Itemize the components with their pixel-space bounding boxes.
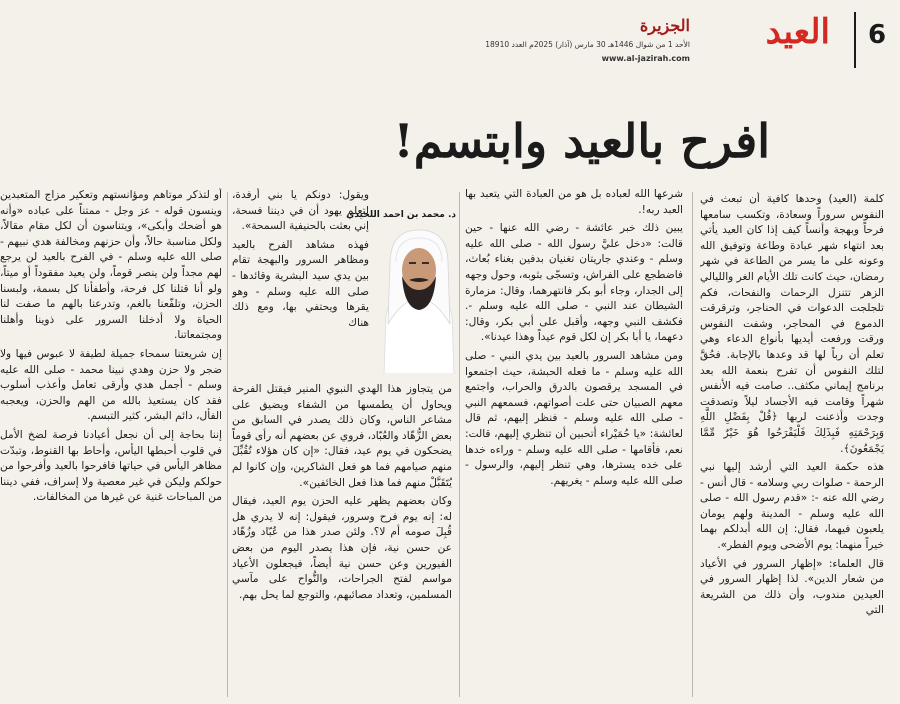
article-column-3 — [232, 382, 452, 697]
author-name: د. محمد بن احمد اللحيدي — [346, 210, 456, 220]
paragraph: كلمة (العيد) وحدها كافية أن تبعث في النفوس سروراً وسعادة، وتكسب سامعها فرحاً وبهجة وأنساً كيف إذا كان العيد يأتي بعد انتهاء شهر عبادة وطاعة وتوفيق الله وعونه على ما يسر من الطاعة في شهر رمضان، حيث كانت تلك الأيام الغر والليالي الزهر تتنزل الرحمات والنفحات، فكم تلجلجت الدعوات في الحناجر، وترقرقت الدموع في المحاجر، وشفت النفوس ورقت ورفعت أيديها بأنواع الدعاء وهي تعلم أن رباً لها قد وعدها بالإجابة. فحُقَّ لتلك النفوس أن تفرح بنعمة الله بعد برنامج إيماني مكثف.. صامت فيه الأنفس شهراً وقامت فيه الأجساد ليلاً وتصدقت وجدت وأذعنت لربها ﴿قُلْ بِفَضْلِ اللَّهِ وَبِرَحْمَتِهِ فَبِذَلِكَ فَلْيَفْرَحُوا هُوَ خَيْرٌ مِّمَّا يَجْمَعُونَ﴾. — [700, 193, 884, 455]
paragraph: إن شريعتنا سمحاء جميلة لطيفة لا عبوس فيها ولا ضجر ولا حزن وهدي نبينا محمد - صلى الله عليه وسلم - أجمل هدي وأرقى تعامل وأعذب أسلوب فقد كان يستعيذ بالله من الهم والحزن، ويعجبه الفأل، دائم البشر، كثير التبسم. — [0, 347, 222, 423]
paragraph: فهذه مشاهد الفرح بالعيد ومظاهر السرور والبهجة تقام بين يدي سيد البشرية وقائدها - صلى الله عليه وسلم - وهو يقرها ويحتفي بها، ومع ذلك هناك — [232, 238, 369, 329]
paragraph: شرعها الله لعباده بل هو من العبادة التي يتعبد بها العبد ربه!. — [465, 188, 683, 216]
paragraph: إننا بحاجة إلى أن نجعل أعيادنا فرصة لضخ الأمل في قلوب أحبطها اليأس، وأحاط بها القنوط، وتبدّت مظاهر اليأس في حياتها فافرحوا بالعيد وأفرحوا من حولكم وليكن في غير معصية ولا إسراف، ففي ديننا من المباحات غنية عن غيرها من المخالفات. — [0, 428, 222, 504]
article-column-5 — [0, 188, 222, 697]
masthead — [0, 0, 900, 78]
author-photo — [380, 224, 458, 374]
paragraph: من يتجاوز هذا الهدي النبوي المنير فيقتل الفرحة ويحاول أن يطمسها من الشفاء ويضيق على مشاعر الناس، وكان ذلك يصدر في السابق من بعض الزُّهّاد والعُبّاد، فروي عن بعضهم أنه رأى قوماً يضحكون في يوم عيد، فقال: «إن كان هؤلاء تُقُبِّلَ منهم صيامهم فما هو فعل الشاكرين، وإن كانوا لم يُتَقَبَّلْ منهم فما هذا فعل الخائفين». — [232, 383, 452, 489]
paragraph: يبين ذلك خبر عائشة - رضي الله عنها - حين قالت: «دخل عليَّ رسول الله - صلى الله عليه وسلم - وعندي جاريتان تغنيان بدفين بغناء بُعاث، فاضطجع على الفراش، وتسجّى بثوبه، وحول وجهه إلى الجدار، وجاء أبو بكر فانتهرهما، وقال: مزمارة الشيطان عند النبي - صلى الله عليه وسلم -. فكشف النبي وجهه، وأقبل على أبي بكر، وقال: دعهما، يا أبا بكر إن لكل قوم عيداً وهذا عيدنا». — [465, 222, 683, 344]
newspaper-logo — [565, 16, 690, 38]
paragraph: قال العلماء: «إظهار السرور في الأعياد من شعار الدين». لذا إظهار السرور في العيدين مندوب، وأن ذلك من الشريعة التي — [700, 557, 884, 617]
article-headline: افرح بالعيد وابتسم! — [393, 114, 770, 168]
paragraph: وكان بعضهم يظهر عليه الحزن يوم العيد، فيقال له: إنه يوم فرح وسرور، فيقول: إنه لا يدري هل قُبِلَ صومه أم لا؟. ولئن صدر هذا من عُبّاد وزُهّاد عن حسن نية، فإن هذا يصدر اليوم من بعض الفيورين وعن حسن نية أيضاً، فيجعلون الأعياد مواسم لفتح الجراحات، والنُّواح على مآسي المسلمين، وتعداد مصائبهم، والتوجع لما يحل بهم. — [232, 495, 452, 601]
website-url: www.al-jazirah.com — [601, 54, 690, 63]
article-column-4 — [232, 188, 369, 370]
paragraph: ومن مشاهد السرور بالعيد بين يدي النبي - صلى الله عليه وسلم - ما فعله الحبشة، حيث اجتمعوا في المسجد يرقصون بالدرق والحراب، واجتمع معهم الصبيان حتى علت أصواتهم، فسمعهم النبي - صلى الله عليه وسلم - فنظر إليهم، ثم قال لعائشة: «يا حُمَيْراء أتحبين أن تنظري إليهم، قالت: نعم، فأقامها - صلى الله عليه وسلم - وراءه خدها على خده يسترها، وهي تنظر إليهم، والرسول - صلى الله عليه وسلم - يغريهم. — [465, 349, 683, 487]
page-number: 6 — [867, 20, 887, 50]
page-number-divider — [854, 12, 856, 68]
issue-date-line: الأحد 1 من شوال 1446هـ 30 مارس (آذار) 2025م العدد 18910 — [485, 40, 690, 49]
column-rule — [692, 192, 693, 697]
section-title: العيد — [765, 12, 830, 52]
paragraph: هذه حكمة العيد التي أرشد إليها نبي الرحمة - صلوات ربي وسلامه - قال أنس - رضي الله عنه -: «قدم رسول الله - صلى الله عليه وسلم - المدينة ولهم يومان يلعبون فيهما، فقال: إن الله أبدلكم بهما خيراً منهما: يوم الأضحى ويوم الفطر». — [700, 461, 884, 552]
article-column-2 — [465, 187, 683, 697]
paragraph: ويقول: دونكم يا بني أرفدة، لتعلم يهود أن في ديننا فسحة، إني بعثت بالحنيفية السمحة». — [232, 189, 369, 233]
newspaper-logo-text: الجزيرة — [639, 16, 690, 35]
column-rule — [227, 192, 228, 697]
paragraph: أو لتذكر موتاهم ومؤانستهم وتعكير مزاج المتعبدين وينسون قوله - عز وجل - ممتناً على عباده «وأنه هو أضحك وأبكى»، ويتناسون أن لكل مقام مقالاً، ولكل مناسبة حالاً، وأن حزنهم ومخالفة هدي نبيهم - صلى الله عليه وسلم - في الفرح بالعيد لن يرجع لهم مجداً ولن ينصر قوماً، ولن يعيد مفقوداً أو ميتاً، ولو أنا قتلنا كل فرحة، وأطفأنا كل بسمة، ولبسنا الحزن، وتلفّعنا بالغم، وتدرعنا بالهم ما صفت لنا الحياة ولا أدخلنا السرور على ذوينا وأهلنا ومجتمعاتنا. — [0, 189, 222, 342]
column-rule — [459, 192, 460, 697]
article-column-1 — [700, 192, 884, 697]
